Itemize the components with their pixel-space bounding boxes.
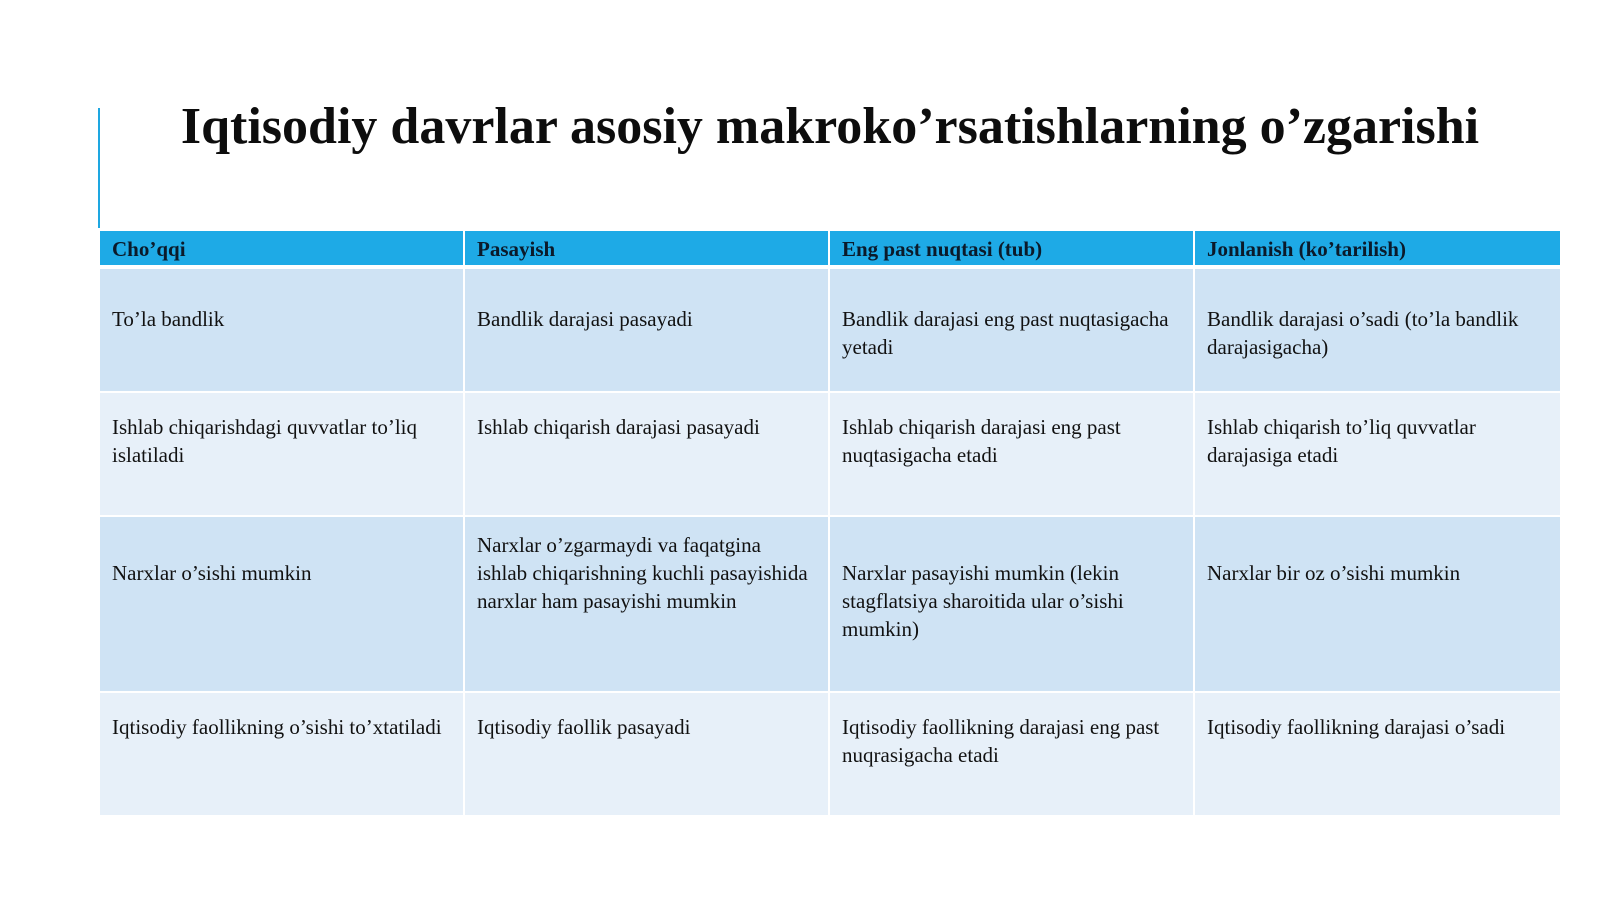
table-cell: Ishlab chiqarish darajasi eng past nuqtasigacha etadi — [830, 393, 1195, 517]
slide-title: Iqtisodiy davrlar asosiy makroko’rsatishlarning o’zgarishi — [180, 98, 1480, 155]
table-cell: Bandlik darajasi o’sadi (to’la bandlik darajasigacha) — [1195, 269, 1560, 393]
table-cell: Narxlar pasayishi mumkin (lekin stagflatsiya sharoitida ular o’sishi mumkin) — [830, 517, 1195, 693]
table-cell: Iqtisodiy faollik pasayadi — [465, 693, 830, 817]
cycle-indicators-table — [100, 231, 1560, 817]
table-header-peak: Cho’qqi — [100, 231, 465, 269]
table-cell: Iqtisodiy faollikning darajasi eng past nuqrasigacha etadi — [830, 693, 1195, 817]
table-cell: Iqtisodiy faollikning o’sishi to’xtatiladi — [100, 693, 465, 817]
table-cell: Ishlab chiqarish darajasi pasayadi — [465, 393, 830, 517]
table-cell: Narxlar o’sishi mumkin — [100, 517, 465, 693]
table-header-decline: Pasayish — [465, 231, 830, 269]
table-header-recovery: Jonlanish (ko’tarilish) — [1195, 231, 1560, 269]
table-cell: Iqtisodiy faollikning darajasi o’sadi — [1195, 693, 1560, 817]
table-cell: Ishlab chiqarishdagi quvvatlar to’liq islatiladi — [100, 393, 465, 517]
table-cell: Bandlik darajasi pasayadi — [465, 269, 830, 393]
table-cell: Bandlik darajasi eng past nuqtasigacha yetadi — [830, 269, 1195, 393]
table-cell: Narxlar o’zgarmaydi va faqatgina ishlab chiqarishning kuchli pasayishida narxlar ham pasayishi mumkin — [465, 517, 830, 693]
table-cell: To’la bandlik — [100, 269, 465, 393]
table-cell: Ishlab chiqarish to’liq quvvatlar darajasiga etadi — [1195, 393, 1560, 517]
table-header-trough: Eng past nuqtasi (tub) — [830, 231, 1195, 269]
table-cell: Narxlar bir oz o’sishi mumkin — [1195, 517, 1560, 693]
